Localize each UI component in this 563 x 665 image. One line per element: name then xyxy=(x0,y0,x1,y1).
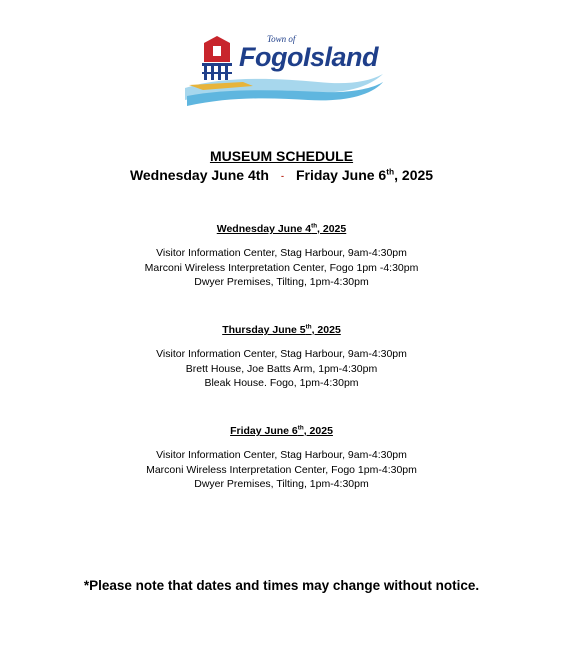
day-heading-date: Thursday June 5 xyxy=(222,324,306,336)
day-heading xyxy=(222,324,341,336)
date-range-year: , 2025 xyxy=(394,167,434,183)
schedule-line: Marconi Wireless Interpretation Center, Fogo 1pm-4:30pm xyxy=(146,463,417,476)
day-schedule-wednesday xyxy=(0,246,563,290)
day-heading-date: Wednesday June 4 xyxy=(216,223,312,235)
day-heading-year: , 2025 xyxy=(303,425,333,437)
day-heading-ordinal: th xyxy=(305,323,312,331)
fogo-island-logo-graphic xyxy=(183,30,385,110)
schedule-line: Dwyer Premises, Tilting, 1pm-4:30pm xyxy=(194,478,369,490)
day-schedule-friday xyxy=(0,448,563,492)
day-heading-year: , 2025 xyxy=(311,324,341,336)
change-notice: *Please note that dates and times may change without notice. xyxy=(83,578,480,593)
schedule-line: Marconi Wireless Interpretation Center, Fogo 1pm -4:30pm xyxy=(144,261,419,274)
schedule-line: Visitor Information Center, Stag Harbour, 9am-4:30pm xyxy=(156,449,407,461)
logo-name-text: FogoIsland xyxy=(239,42,378,72)
date-range-end: Friday June 6 xyxy=(295,167,387,183)
schedule-line: Visitor Information Center, Stag Harbour, 9am-4:30pm xyxy=(156,348,407,360)
schedule-line: Bleak House. Fogo, 1pm-4:30pm xyxy=(204,377,359,389)
day-heading-date: Friday June 6 xyxy=(230,425,298,437)
day-section-wednesday xyxy=(0,219,563,237)
day-heading-year: , 2025 xyxy=(317,223,347,235)
day-heading xyxy=(230,425,333,437)
date-range-dash: - xyxy=(280,171,284,182)
day-section-friday xyxy=(0,421,563,439)
schedule-line: Dwyer Premises, Tilting, 1pm-4:30pm xyxy=(194,276,369,288)
town-logo xyxy=(183,30,385,110)
date-range-start: Wednesday June 4th xyxy=(129,167,269,183)
date-range-subtitle xyxy=(0,167,563,183)
day-heading-ordinal: th xyxy=(297,424,304,432)
day-schedule-thursday xyxy=(0,347,563,391)
date-range-end-suffix: th xyxy=(386,166,395,177)
page-title: MUSEUM SCHEDULE xyxy=(209,148,354,164)
schedule-line: Brett House, Joe Batts Arm, 1pm-4:30pm xyxy=(185,362,378,375)
day-section-thursday xyxy=(0,320,563,338)
logo-town-of-text: Town of xyxy=(267,34,296,44)
day-heading xyxy=(217,223,347,235)
schedule-line: Visitor Information Center, Stag Harbour, 9am-4:30pm xyxy=(156,247,407,259)
day-heading-ordinal: th xyxy=(311,222,318,230)
